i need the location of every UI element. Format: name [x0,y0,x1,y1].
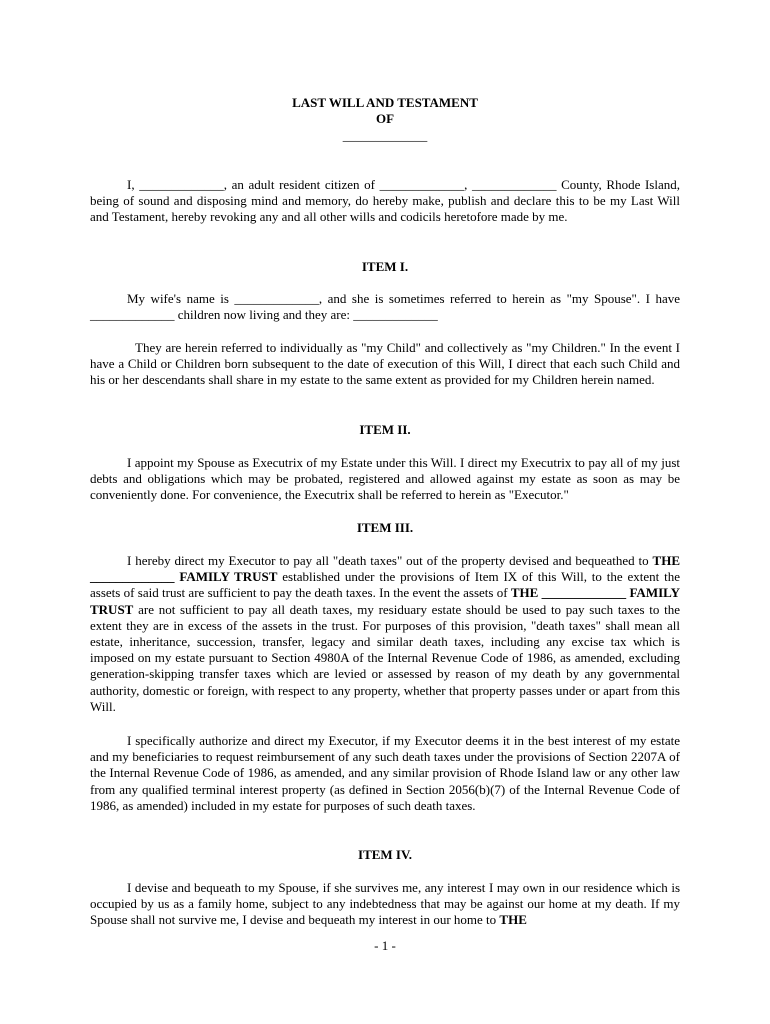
item-3-section [90,520,680,536]
title-line-2: OF [375,111,395,126]
item-2-p1-block [90,455,680,504]
item-4-paragraph-1 [90,880,680,929]
item-4-p1-part-a: I devise and bequeath to my Spouse, if she survives me, any interest I may own in our residence which is occupied by us as a family home, subject to any indebtedness that may be against our home at my death. If my Spouse shall not survive me, I devise and bequeath my interest in our home to [90,880,680,928]
intro-paragraph [90,177,680,226]
item-3-p1-part-c: are not sufficient to pay all death taxes, my residuary estate should be used to pay such taxes to the extent they are in excess of the assets in the trust. For purposes of this provision, "death taxes" shall mean all estate, inheritance, succession, transfer, legacy and similar death taxes, including any excise tax which is imposed on my estate pursuant to Section 4980A of the Internal Revenue Code of 1986, as amended, excluding generation-skipping transfer taxes which are levied or assessed by reason of my death by any governmental authority, domestic or foreign, with respect to any property, whether that property passes under or apart from this Will. [90,601,680,714]
item-4-section [90,847,680,863]
item-3-paragraph-1 [90,553,680,715]
item-4-p1-part-b: THE [499,912,527,928]
family-trust-name-1: THE _____________ FAMILY TRUST [90,553,681,585]
item-3-p1-block [90,553,680,715]
family-trust-name-2: THE _____________ FAMILY TRUST [90,585,681,617]
item-1-section [90,259,680,275]
item-1-paragraph-2: They are herein referred to individually as "my Child" and collectively as "my Children." In the event I have a Child or Children born subsequent to the date of execution of this Will, I direct that each such Child and his or her descendants shall share in my estate to the same extent as provided for my Children herein named. [90,340,680,388]
item-3-heading: ITEM III. [356,520,414,535]
item-1-heading: ITEM I. [361,259,409,274]
item-2-section [90,422,680,438]
item-4-p1-block [90,880,680,929]
item-1-p1-block [90,291,680,323]
intro-text: I, _____________, an adult resident citizen of _____________, _____________ County, Rhode Island, being of sound and disposing mind and memory, do hereby make, publish and declare this to be my Last Will and Testament, hereby revoking any and all other wills and codicils heretofore made by me. [90,177,680,225]
item-3-p2-block [90,733,680,814]
item-1-p2-block [90,340,680,389]
item-3-p1-part-b: established under the provisions of Item IX of this Will, to the extent the assets of said trust are sufficient to pay the death taxes. In the event the assets of [90,569,680,601]
page-number: - 1 - [374,938,396,953]
testator-name-blank: _____________ [342,128,428,143]
item-2-heading: ITEM II. [359,422,411,437]
item-2-paragraph-1: I appoint my Spouse as Executrix of my Estate under this Will. I direct my Executrix to pay all of my just debts and obligations which may be probated, registered and allowed against my estate as soon as may be conveniently done. For convenience, the Executrix shall be referred to herein as "Executor." [90,455,680,503]
item-1-paragraph-1: My wife's name is _____________, and she is sometimes referred to herein as "my Spouse". I have _____________ children now living and they are: _____________ [90,291,680,323]
item-3-p1-part-a: I hereby direct my Executor to pay all "death taxes" out of the property devised and bequeathed to [127,553,649,568]
title-line-1: LAST WILL AND TESTAMENT [292,95,478,110]
item-4-heading: ITEM IV. [358,847,412,862]
item-3-paragraph-2: I specifically authorize and direct my Executor, if my Executor deems it in the best interest of my estate and my beneficiaries to request reimbursement of any such death taxes under the provisions of Section 2207A of the Internal Revenue Code of 1986, as amended, and any similar provision of Rhode Island law or any other law from any qualified terminal interest property (as defined in Section 2056(b)(7) of the Internal Revenue Code of 1986, as amended) included in my estate for purposes of such death taxes. [90,733,680,813]
document-title [0,95,770,127]
